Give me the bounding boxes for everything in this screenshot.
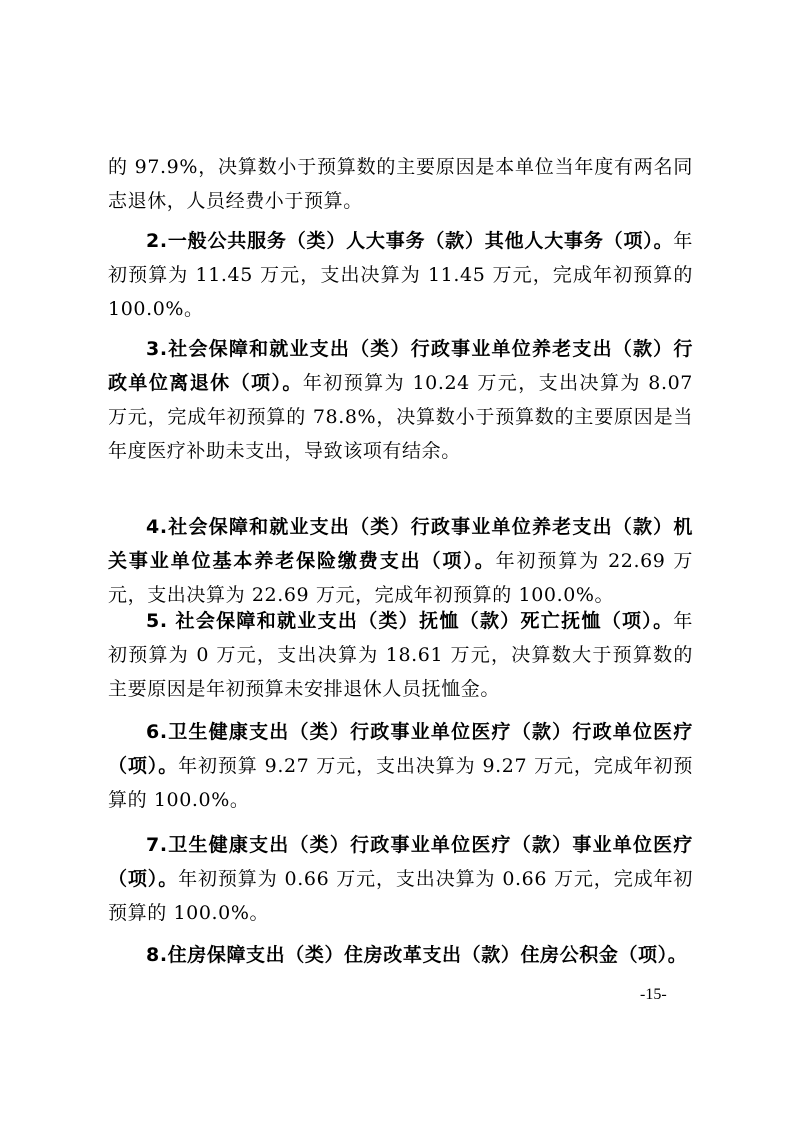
paragraph-item-2 xyxy=(108,224,693,326)
paragraph-body: 年初预算 9.27 万元，支出决算为 9.27 万元，完成年初预算的 100.0%。 xyxy=(108,755,693,811)
paragraph-item-6 xyxy=(108,715,693,817)
paragraph-heading: 4.社会保障和就业支出（类）行政事业单位养老支出（款）机关事业单位基本养老保险缴费支出（项）。 xyxy=(108,516,693,572)
paragraph-heading: 5. 社会保障和就业支出（类）抚恤（款）死亡抚恤（项）。 xyxy=(146,610,674,632)
paragraph-item-8 xyxy=(108,938,693,972)
paragraph-item-3 xyxy=(108,332,693,468)
paragraph-item-7 xyxy=(108,828,693,930)
paragraph-item-5 xyxy=(108,604,693,706)
paragraph-heading: 3.社会保障和就业支出（类）行政事业单位养老支出（款）行政单位离退休（项）。 xyxy=(108,338,693,394)
paragraph-body: 年初预算为 22.69 万元，支出决算为 22.69 万元，完成年初预算的 100.0%。 xyxy=(108,550,694,606)
paragraph-body: 年初预算为 11.45 万元，支出决算为 11.45 万元，完成年初预算的 100.0%。 xyxy=(108,230,693,320)
paragraph-heading: 2.一般公共服务（类）人大事务（款）其他人大事务（项）。 xyxy=(146,230,674,252)
paragraph-body: 年初预算为 0 万元，支出决算为 18.61 万元，决算数大于预算数的主要原因是年初预算未安排退休人员抚恤金。 xyxy=(108,610,693,700)
paragraph-item-4 xyxy=(108,510,693,612)
paragraph-continuation xyxy=(108,150,693,218)
paragraph-body: 年初预算为 10.24 万元，支出决算为 8.07 万元，完成年初预算的 78.8%，决算数小于预算数的主要原因是当年度医疗补助未支出，导致该项有结余。 xyxy=(108,372,693,462)
paragraph-heading: 7.卫生健康支出（类）行政事业单位医疗（款）事业单位医疗（项）。 xyxy=(108,834,693,890)
paragraph-heading: 8.住房保障支出（类）住房改革支出（款）住房公积金（项）。 xyxy=(146,944,688,966)
paragraph-body: 的 97.9%，决算数小于预算数的主要原因是本单位当年度有两名同志退休，人员经费小于预算。 xyxy=(108,156,693,212)
page-number: -15- xyxy=(640,986,667,1003)
paragraph-body: 年初预算为 0.66 万元，支出决算为 0.66 万元，完成年初预算的 100.0%。 xyxy=(108,868,693,924)
paragraph-heading: 6.卫生健康支出（类）行政事业单位医疗（款）行政单位医疗（项）。 xyxy=(108,721,693,777)
